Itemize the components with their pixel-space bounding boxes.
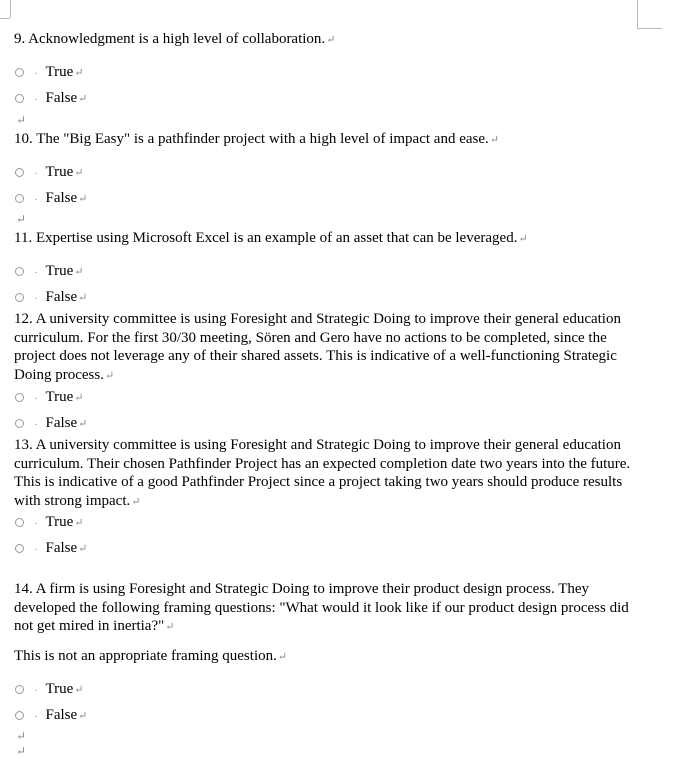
question-text: 9. Acknowledgment is a high level of collaboration. <box>14 31 326 47</box>
question-text: 10. The "Big Easy" is a pathfinder project with a high level of impact and ease. <box>14 131 489 147</box>
paragraph-mark: ↵ <box>326 34 336 46</box>
paragraph-mark: ↵ <box>165 621 175 633</box>
crop-mark-top-right-h <box>637 28 662 29</box>
option-label-false: False <box>45 89 78 106</box>
option-label-true: True <box>45 388 74 405</box>
q11-option-false[interactable] <box>14 287 87 307</box>
paragraph-mark: ↵ <box>74 391 84 404</box>
q14-option-false[interactable] <box>14 705 87 725</box>
paragraph-mark: ↵ <box>518 233 528 245</box>
radio-button[interactable] <box>15 293 24 302</box>
paragraph-mark: ↵ <box>105 369 115 382</box>
paragraph-mark: ↵ <box>74 683 84 696</box>
paragraph-mark: ↵ <box>131 495 141 508</box>
question-text: 11. Expertise using Microsoft Excel is an example of an asset that can be leveraged. <box>14 230 518 246</box>
paragraph-mark: ↵ <box>78 291 88 304</box>
question-12 <box>14 310 634 385</box>
option-label-true: True <box>45 262 74 279</box>
empty-paragraph-mark: ↵ <box>16 729 27 743</box>
radio-button[interactable] <box>15 94 24 103</box>
paragraph-mark: ↵ <box>78 709 88 722</box>
option-bullet: . <box>35 265 38 276</box>
statement-text: This is not an appropriate framing question. <box>14 648 277 664</box>
option-bullet: . <box>35 66 38 77</box>
q12-option-false[interactable] <box>14 413 87 433</box>
option-bullet: . <box>35 542 38 553</box>
option-bullet: . <box>35 92 38 103</box>
radio-button[interactable] <box>15 393 24 402</box>
q10-option-false[interactable] <box>14 188 87 208</box>
empty-paragraph-mark: ↵ <box>16 212 27 226</box>
question-9 <box>14 30 634 50</box>
empty-paragraph-mark: ↵ <box>16 113 27 127</box>
question-14-statement <box>14 647 634 667</box>
paragraph-mark: ↵ <box>78 542 88 555</box>
empty-paragraph-mark: ↵ <box>16 744 27 758</box>
option-label-true: True <box>45 513 74 530</box>
question-text: 14. A firm is using Foresight and Strategic Doing to improve their product design process. They developed the following framing questions: "What would it look like if our product design process did not get mired in inertia?" <box>14 581 629 634</box>
option-bullet: . <box>35 391 38 402</box>
option-label-false: False <box>45 414 78 431</box>
radio-button[interactable] <box>15 711 24 720</box>
radio-button[interactable] <box>15 194 24 203</box>
question-10 <box>14 130 634 150</box>
radio-button[interactable] <box>15 518 24 527</box>
paragraph-mark: ↵ <box>78 192 88 205</box>
option-label-false: False <box>45 189 78 206</box>
q11-option-true[interactable] <box>14 261 84 281</box>
paragraph-mark: ↵ <box>78 417 88 430</box>
crop-mark-top-left-h <box>0 18 10 19</box>
option-bullet: . <box>35 683 38 694</box>
option-bullet: . <box>35 166 38 177</box>
paragraph-mark: ↵ <box>489 134 499 146</box>
option-bullet: . <box>35 709 38 720</box>
option-label-true: True <box>45 163 74 180</box>
radio-button[interactable] <box>15 168 24 177</box>
option-label-false: False <box>45 706 78 723</box>
crop-mark-top-left <box>10 0 11 18</box>
question-11 <box>14 229 634 249</box>
option-label-false: False <box>45 288 78 305</box>
q14-option-true[interactable] <box>14 679 84 699</box>
question-text: 13. A university committee is using Foresight and Strategic Doing to improve their general education curriculum. Their chosen Pathfinder Project has an expected completion date two years into the future. This is indicative of a good Pathfinder Project since a project taking two years should produce results with strong impact. <box>14 437 631 509</box>
radio-button[interactable] <box>15 68 24 77</box>
q13-option-false[interactable] <box>14 538 87 558</box>
q12-option-true[interactable] <box>14 387 84 407</box>
paragraph-mark: ↵ <box>74 66 84 79</box>
option-bullet: . <box>35 192 38 203</box>
q9-option-true[interactable] <box>14 62 84 82</box>
question-text: 12. A university committee is using Foresight and Strategic Doing to improve their general education curriculum. For the first 30/30 meeting, Sören and Gero have no actions to be completed, since the project does not leverage any of their shared assets. This is indicative of a well-functioning Strategic Doing process. <box>14 311 621 383</box>
paragraph-mark: ↵ <box>78 92 88 105</box>
option-bullet: . <box>35 291 38 302</box>
paragraph-mark: ↵ <box>74 265 84 278</box>
q13-option-true[interactable] <box>14 512 84 532</box>
radio-button[interactable] <box>15 685 24 694</box>
crop-mark-top-right <box>637 0 638 28</box>
radio-button[interactable] <box>15 544 24 553</box>
question-13 <box>14 436 634 511</box>
paragraph-mark: ↵ <box>74 166 84 179</box>
radio-button[interactable] <box>15 419 24 428</box>
option-bullet: . <box>35 516 38 527</box>
question-14 <box>14 580 634 637</box>
option-label-false: False <box>45 539 78 556</box>
paragraph-mark: ↵ <box>74 516 84 529</box>
q10-option-true[interactable] <box>14 162 84 182</box>
q9-option-false[interactable] <box>14 88 87 108</box>
option-bullet: . <box>35 417 38 428</box>
option-label-true: True <box>45 680 74 697</box>
paragraph-mark: ↵ <box>277 651 288 663</box>
option-label-true: True <box>45 63 74 80</box>
radio-button[interactable] <box>15 267 24 276</box>
